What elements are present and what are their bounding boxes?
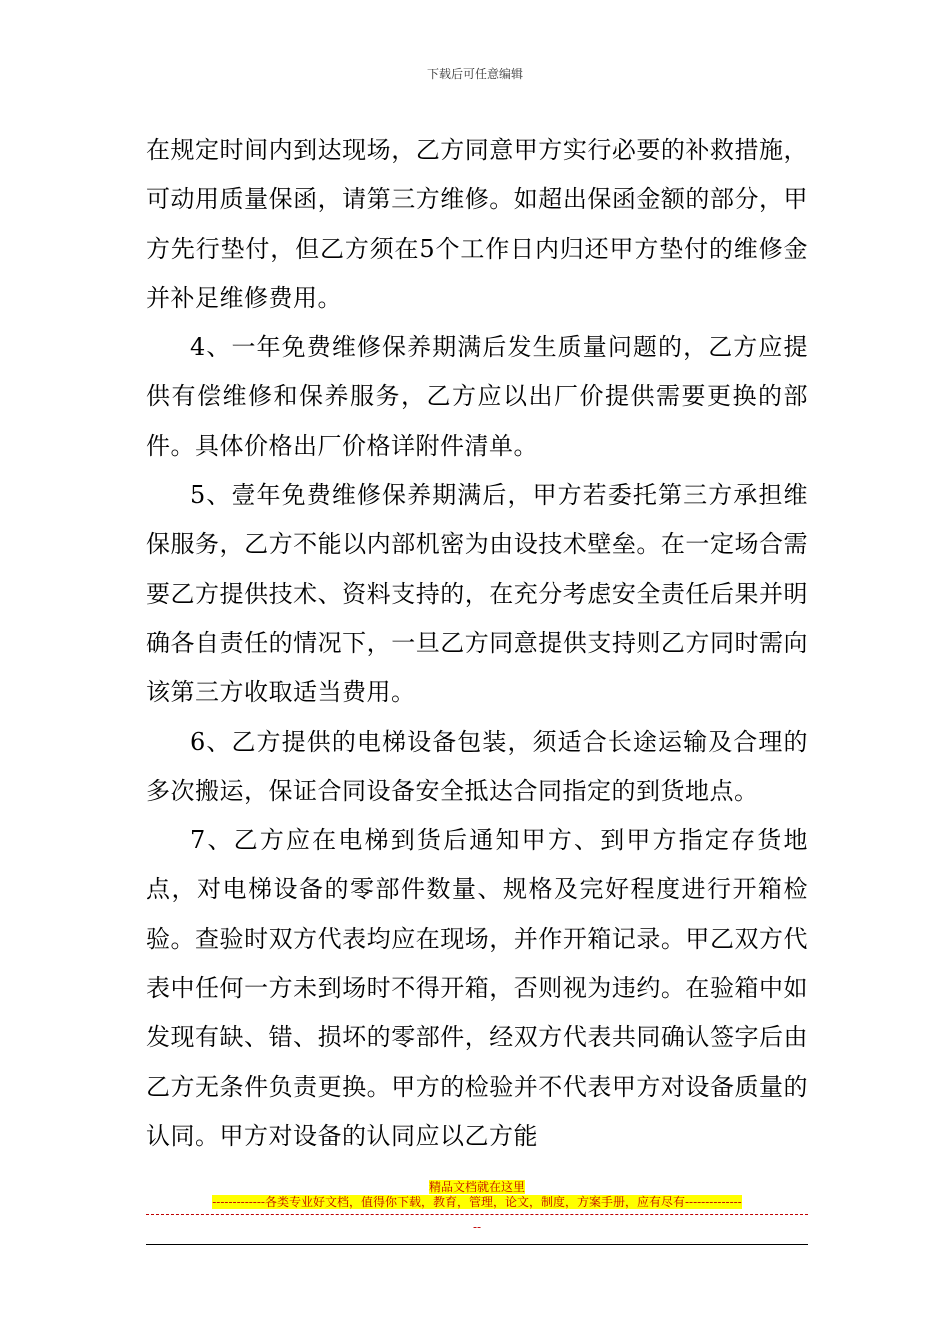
paragraph-1: 在规定时间内到达现场，乙方同意甲方实行必要的补救措施，可动用质量保函，请第三方维修。如超出保函金额的部分，甲方先行垫付，但乙方须在5个工作日内归还甲方垫付的维修金并补足维修费用。 [146, 136, 808, 312]
footer-dashed-divider [146, 1214, 808, 1215]
footer-promo-title [146, 1180, 808, 1195]
page-footer [146, 1180, 808, 1235]
page-header: 下载后可任意编辑 [426, 67, 523, 81]
footer-promo-banner [146, 1195, 808, 1210]
paragraph-clause-6: 6、乙方提供的电梯设备包装，须适合长途运输及合理的多次搬运，保证合同设备安全抵达合同指定的到货地点。 [146, 727, 808, 805]
footer-promo-banner-text: -------------各类专业好文档，值得你下载，教育，管理，论文，制度，方案手册，应有尽有-------------- [212, 1195, 742, 1209]
footer-promo-title-text: 精品文档就在这里 [428, 1180, 525, 1194]
paragraph-clause-7: 7、乙方应在电梯到货后通知甲方、到甲方指定存货地点，对电梯设备的零部件数量、规格及完好程度进行开箱检验。查验时双方代表均应在现场，并作开箱记录。甲乙双方代表中任何一方未到场时不得开箱，否则视为违约。在验箱中如发现有缺、错、损坏的零部件，经双方代表共同确认签字后由乙方无条件负责更换。甲方的检验并不代表甲方对设备质量的认同。甲方对设备的认同应以乙方能 [146, 826, 808, 1150]
document-body [146, 126, 808, 1161]
paragraph-clause-5: 5、壹年免费维修保养期满后，甲方若委托第三方承担维保服务，乙方不能以内部机密为由设技术壁垒。在一定场合需要乙方提供技术、资料支持的，在充分考虑安全责任后果并明确各自责任的情况下，一旦乙方同意提供支持则乙方同时需向该第三方收取适当费用。 [146, 481, 808, 707]
footer-rule [146, 1244, 808, 1245]
paragraph-clause-4: 4、一年免费维修保养期满后发生质量问题的，乙方应提供有偿维修和保养服务，乙方应以出厂价提供需要更换的部件。具体价格出厂价格详附件清单。 [146, 333, 808, 460]
footer-dash-tail: -- [472, 1220, 482, 1234]
